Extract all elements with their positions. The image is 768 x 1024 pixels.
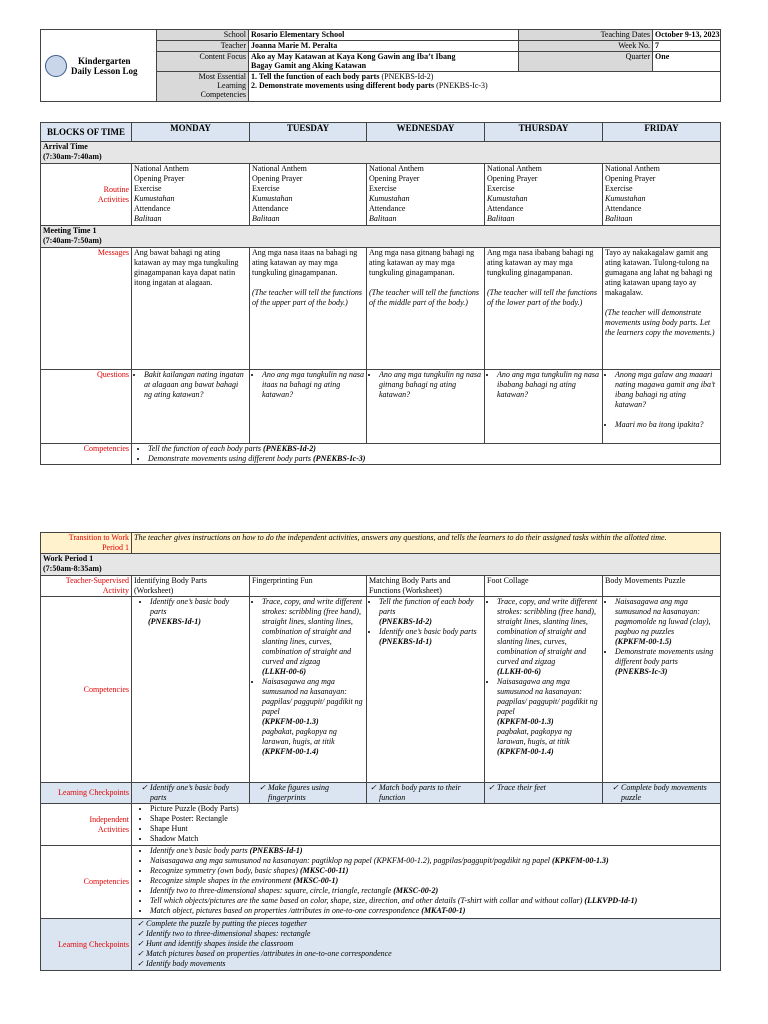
school-value: Rosario Elementary School [249,30,519,41]
day-tuesday: TUESDAY [250,123,367,142]
activity-tuesday: Fingerprinting Fun [250,576,367,597]
question-wednesday: • Ano ang mga tungkulin ng nasa gitnang bahagi ng ating katawan? [367,370,485,444]
deped-seal-icon [45,55,67,77]
header-logo-cell [41,30,157,102]
meeting-time-row: Meeting Time 1 (7:40am-7:50am) [41,226,721,248]
competencies-label-2: Competencies [41,597,132,783]
checkpoint-wednesday: ✓ Match body parts to their function [367,783,485,804]
day-thursday: THURSDAY [485,123,603,142]
checkpoints-label-1: Learning Checkpoints [41,783,132,804]
mel-value: 1. Tell the function of each body parts (PNEKBS-Id-2) 2. Demonstrate movements using different body parts (PNEKBS-Ic-3) [249,72,721,102]
teacher-label: Teacher [157,41,249,52]
competencies-label-1: Competencies [41,444,132,465]
quarter-label: Quarter [519,52,653,72]
day-friday: FRIDAY [603,123,721,142]
schedule-table-2 [40,532,721,971]
checkpoint-monday: ✓ Identify one’s basic body parts [132,783,250,804]
transition-label: Transition to Work Period 1 [41,533,132,554]
school-label: School [157,30,249,41]
activity-monday: Identifying Body Parts (Worksheet) [132,576,250,597]
arrival-time-row: Arrival Time (7:30am-7:40am) [41,142,721,164]
question-thursday: • Ano ang mga tungkulin ng nasa ibabang bahagi ng ating katawan? [485,370,603,444]
independent-label: Independent Activities [41,804,132,846]
routine-cell-tuesday: National Anthem Opening Prayer Exercise Kumustahan Attendance Balitaan [250,164,367,226]
routine-cell-wednesday: National Anthem Opening Prayer Exercise Kumustahan Attendance Balitaan [367,164,485,226]
header-section [40,29,720,102]
week-value: 7 [653,41,721,52]
quarter-value: One [653,52,721,72]
transition-text: The teacher gives instructions on how to do the independent activities, answers any questions, and tells the learners to do their assigned tasks within the allotted time. [132,533,721,554]
question-friday: • Anong mga galaw ang maaari nating magawa gamit ang iba’t ibang bahagi ng ating katawan? • Maari mo ba itong ipakita? [603,370,721,444]
mel-label: Most Essential Learning Competencies [157,72,249,102]
doc-title-dll: Daily Lesson Log [71,65,138,76]
header-table [40,29,721,102]
independent-activities: • Picture Puzzle (Body Parts) • Shape Poster: Rectangle • Shape Hunt • Shadow Match [132,804,721,846]
week-label: Week No. [519,41,653,52]
teacher-value: Joanna Marie M. Peralta [249,41,519,52]
dates-value: October 9-13, 2023 [653,30,721,41]
table-two-section [40,532,720,971]
schedule-table-1 [40,122,721,465]
table-one-section [40,122,720,465]
routine-cell-thursday: National Anthem Opening Prayer Exercise Kumustahan Attendance Balitaan [485,164,603,226]
blocks-of-time-header: BLOCKS OF TIME [41,123,132,142]
competencies-meeting: • Tell the function of each body parts (PNEKBS-Id-2) • Demonstrate movements using different body parts (PNEKBS-Ic-3) [132,444,721,465]
comp-tuesday: • Trace, copy, and write different strokes: scribbling (free hand), straight lines, slanting lines, combination of straight and slanting lines, curves, combination of straight and curved and zigzag (LLKH-00-6) • Naisasagawa ang mga sumusunod na kasanayan: pagpilas/ paggupit/ pagdikit ng papel (KPKFM-00-1.3) pagbakat, pagkopya ng larawan, hugis, at titik (KPKFM-00-1.4) [250,597,367,783]
routine-label: Routine Activities [41,164,132,226]
message-monday: Ang bawat bahagi ng ating katawan ay may mga tungkuling ginagampanan kaya dapat natin itong ingatan at alagaan. [132,248,250,370]
checkpoints-label-2: Learning Checkpoints [41,919,132,971]
message-tuesday: Ang mga nasa itaas na bahagi ng ating katawan ay may mga tungkuling ginagampanan. (The teacher will tell the functions of the upper part of the body.) [250,248,367,370]
question-tuesday: • Ano ang mga tungkulin ng nasa itaas na bahagi ng ating katawan? [250,370,367,444]
independent-checkpoints: ✓ Complete the puzzle by putting the pieces together ✓ Identify two to three-dimensional shapes: rectangle ✓ Hunt and identify shapes inside the classroom ✓ Match pictures based on properties /attributes in one-to-one correspondence ✓ Identify body movements [132,919,721,971]
competencies-label-3: Competencies [41,846,132,919]
message-wednesday: Ang mga nasa gitnang bahagi ng ating katawan ay may mga tungkuling ginagampanan. (The teacher will tell the functions of the middle part of the body.) [367,248,485,370]
day-monday: MONDAY [132,123,250,142]
dates-label: Teaching Dates [519,30,653,41]
message-friday: Tayo ay nakakagalaw gamit ang ating katawan. Tulong-tulong na gumagana ang lahat ng bahagi ng ating katawan upang tayo ay makagalaw. (The teacher will demonstrate movements using body parts. Let the learners copy the movements.) [603,248,721,370]
routine-cell-monday: National Anthem Opening Prayer Exercise Kumustahan Attendance Balitaan [132,164,250,226]
activity-thursday: Foot Collage [485,576,603,597]
activity-friday: Body Movements Puzzle [603,576,721,597]
doc-title-kindergarten: Kindergarten [78,55,131,66]
focus-value: Ako ay May Katawan at Kaya Kong Gawin ang Iba’t Ibang Bagay Gamit ang Aking Katawan [249,52,519,72]
checkpoint-thursday: ✓ Trace their feet [485,783,603,804]
questions-label: Questions [41,370,132,444]
comp-thursday: • Trace, copy, and write different strokes: scribbling (free hand), straight lines, slanting lines, combination of straight and slanting lines, curves, combination of straight and curved and zigzag (LLKH-00-6) • Naisasagawa ang mga sumusunod na kasanayan: pagpilas/ paggupit/ pagdikit ng papel (KPKFM-00-1.3) pagbakat, pagkopya ng larawan, hugis, at titik (KPKFM-00-1.4) [485,597,603,783]
routine-cell-friday: National Anthem Opening Prayer Exercise Kumustahan Attendance Balitaan [603,164,721,226]
comp-monday: • Identify one’s basic body parts (PNEKBS-Id-1) [132,597,250,783]
checkpoint-tuesday: ✓ Make figures using fingerprints [250,783,367,804]
messages-label: Messages [41,248,132,370]
comp-wednesday: • Tell the function of each body parts (PNEKBS-Id-2) • Identify one’s basic body parts (PNEKBS-Id-1) [367,597,485,783]
question-monday: • Bakit kailangan nating ingatan at alagaan ang bawat bahagi ng ating katawan? [132,370,250,444]
day-wednesday: WEDNESDAY [367,123,485,142]
focus-label: Content Focus [157,52,249,72]
checkpoint-friday: ✓ Complete body movements puzzle [603,783,721,804]
work-period-row: Work Period 1 (7:50am-8:35am) [41,554,721,576]
activity-wednesday: Matching Body Parts and Functions (Worksheet) [367,576,485,597]
message-thursday: Ang mga nasa ibabang bahagi ng ating katawan ay may mga tungkuling ginagampanan. (The teacher will tell the functions of the lower part of the body.) [485,248,603,370]
comp-friday: • Naisasagawa ang mga sumusunod na kasanayan: pagmomolde ng luwad (clay), pagbuo ng puzzles (KPKFM-00-1.5) • Demonstrate movements using different body parts (PNEKBS-Ic-3) [603,597,721,783]
tsa-label: Teacher-Supervised Activity [41,576,132,597]
independent-competencies: • Identify one’s basic body parts (PNEKBS-Id-1) • Naisasagawa ang mga sumusunod na kasanayan: pagtiklop ng papel (KPKFM-00-1.2), pagpilas/paggupit/pagdikit ng papel (KPKFM-00-1.3) • Recognize symmetry (own body, basic shapes) (MKSC-00-11) • Recognize simple shapes in the environment (MKSC-00-1) • Identify two to three-dimensional shapes: square, circle, triangle, rectangle (MKSC-00-2) • Tell which objects/pictures are the same based on color, shape, size, direction, and other details (T-shirt with collar and without collar) (LLKVPD-Id-1) • Match object, pictures based on properties /attributes in one-to-one correspondence (MKAT-00-1) [132,846,721,919]
